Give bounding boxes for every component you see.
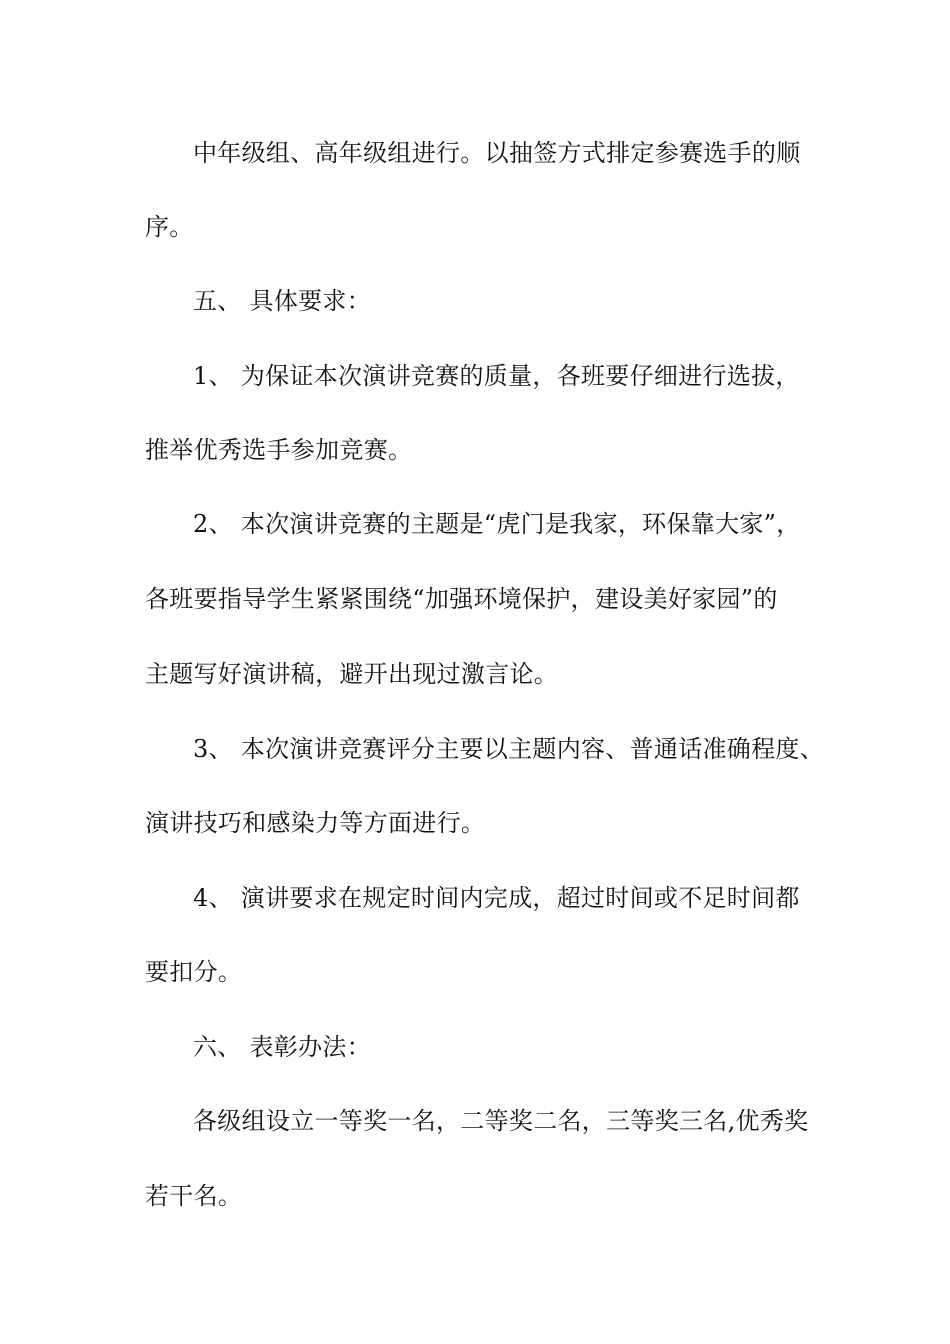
list-item-line: 3、 本次演讲竞赛评分主要以主题内容、普通话准确程度、 xyxy=(193,735,824,763)
section-heading: 六、 表彰办法： xyxy=(193,1033,372,1061)
paragraph-line: 若干名。 xyxy=(145,1182,243,1210)
section-heading: 五、 具体要求： xyxy=(193,287,372,315)
paragraph-line: 序。 xyxy=(145,213,194,241)
list-item-line: 4、 演讲要求在规定时间内完成，超过时间或不足时间都 xyxy=(193,884,800,912)
paragraph-line: 演讲技巧和感染力等方面进行。 xyxy=(145,809,486,837)
list-item-line: 1、 为保证本次演讲竞赛的质量，各班要仔细进行选拔， xyxy=(193,362,800,390)
paragraph-line: 要扣分。 xyxy=(145,958,243,986)
paragraph-line: 各级组设立一等奖一名，二等奖二名，三等奖三名,优秀奖 xyxy=(193,1107,809,1135)
paragraph-line: 各班要指导学生紧紧围绕“加强环境保护，建设美好家园”的 xyxy=(145,585,778,613)
list-item-line: 2、 本次演讲竞赛的主题是“虎门是我家，环保靠大家”， xyxy=(193,510,801,538)
paragraph-line: 主题写好演讲稿，避开出现过激言论。 xyxy=(145,660,559,688)
paragraph-line: 推举优秀选手参加竞赛。 xyxy=(145,436,413,464)
paragraph-line: 中年级组、高年级组进行。以抽签方式排定参赛选手的顺 xyxy=(193,139,801,167)
